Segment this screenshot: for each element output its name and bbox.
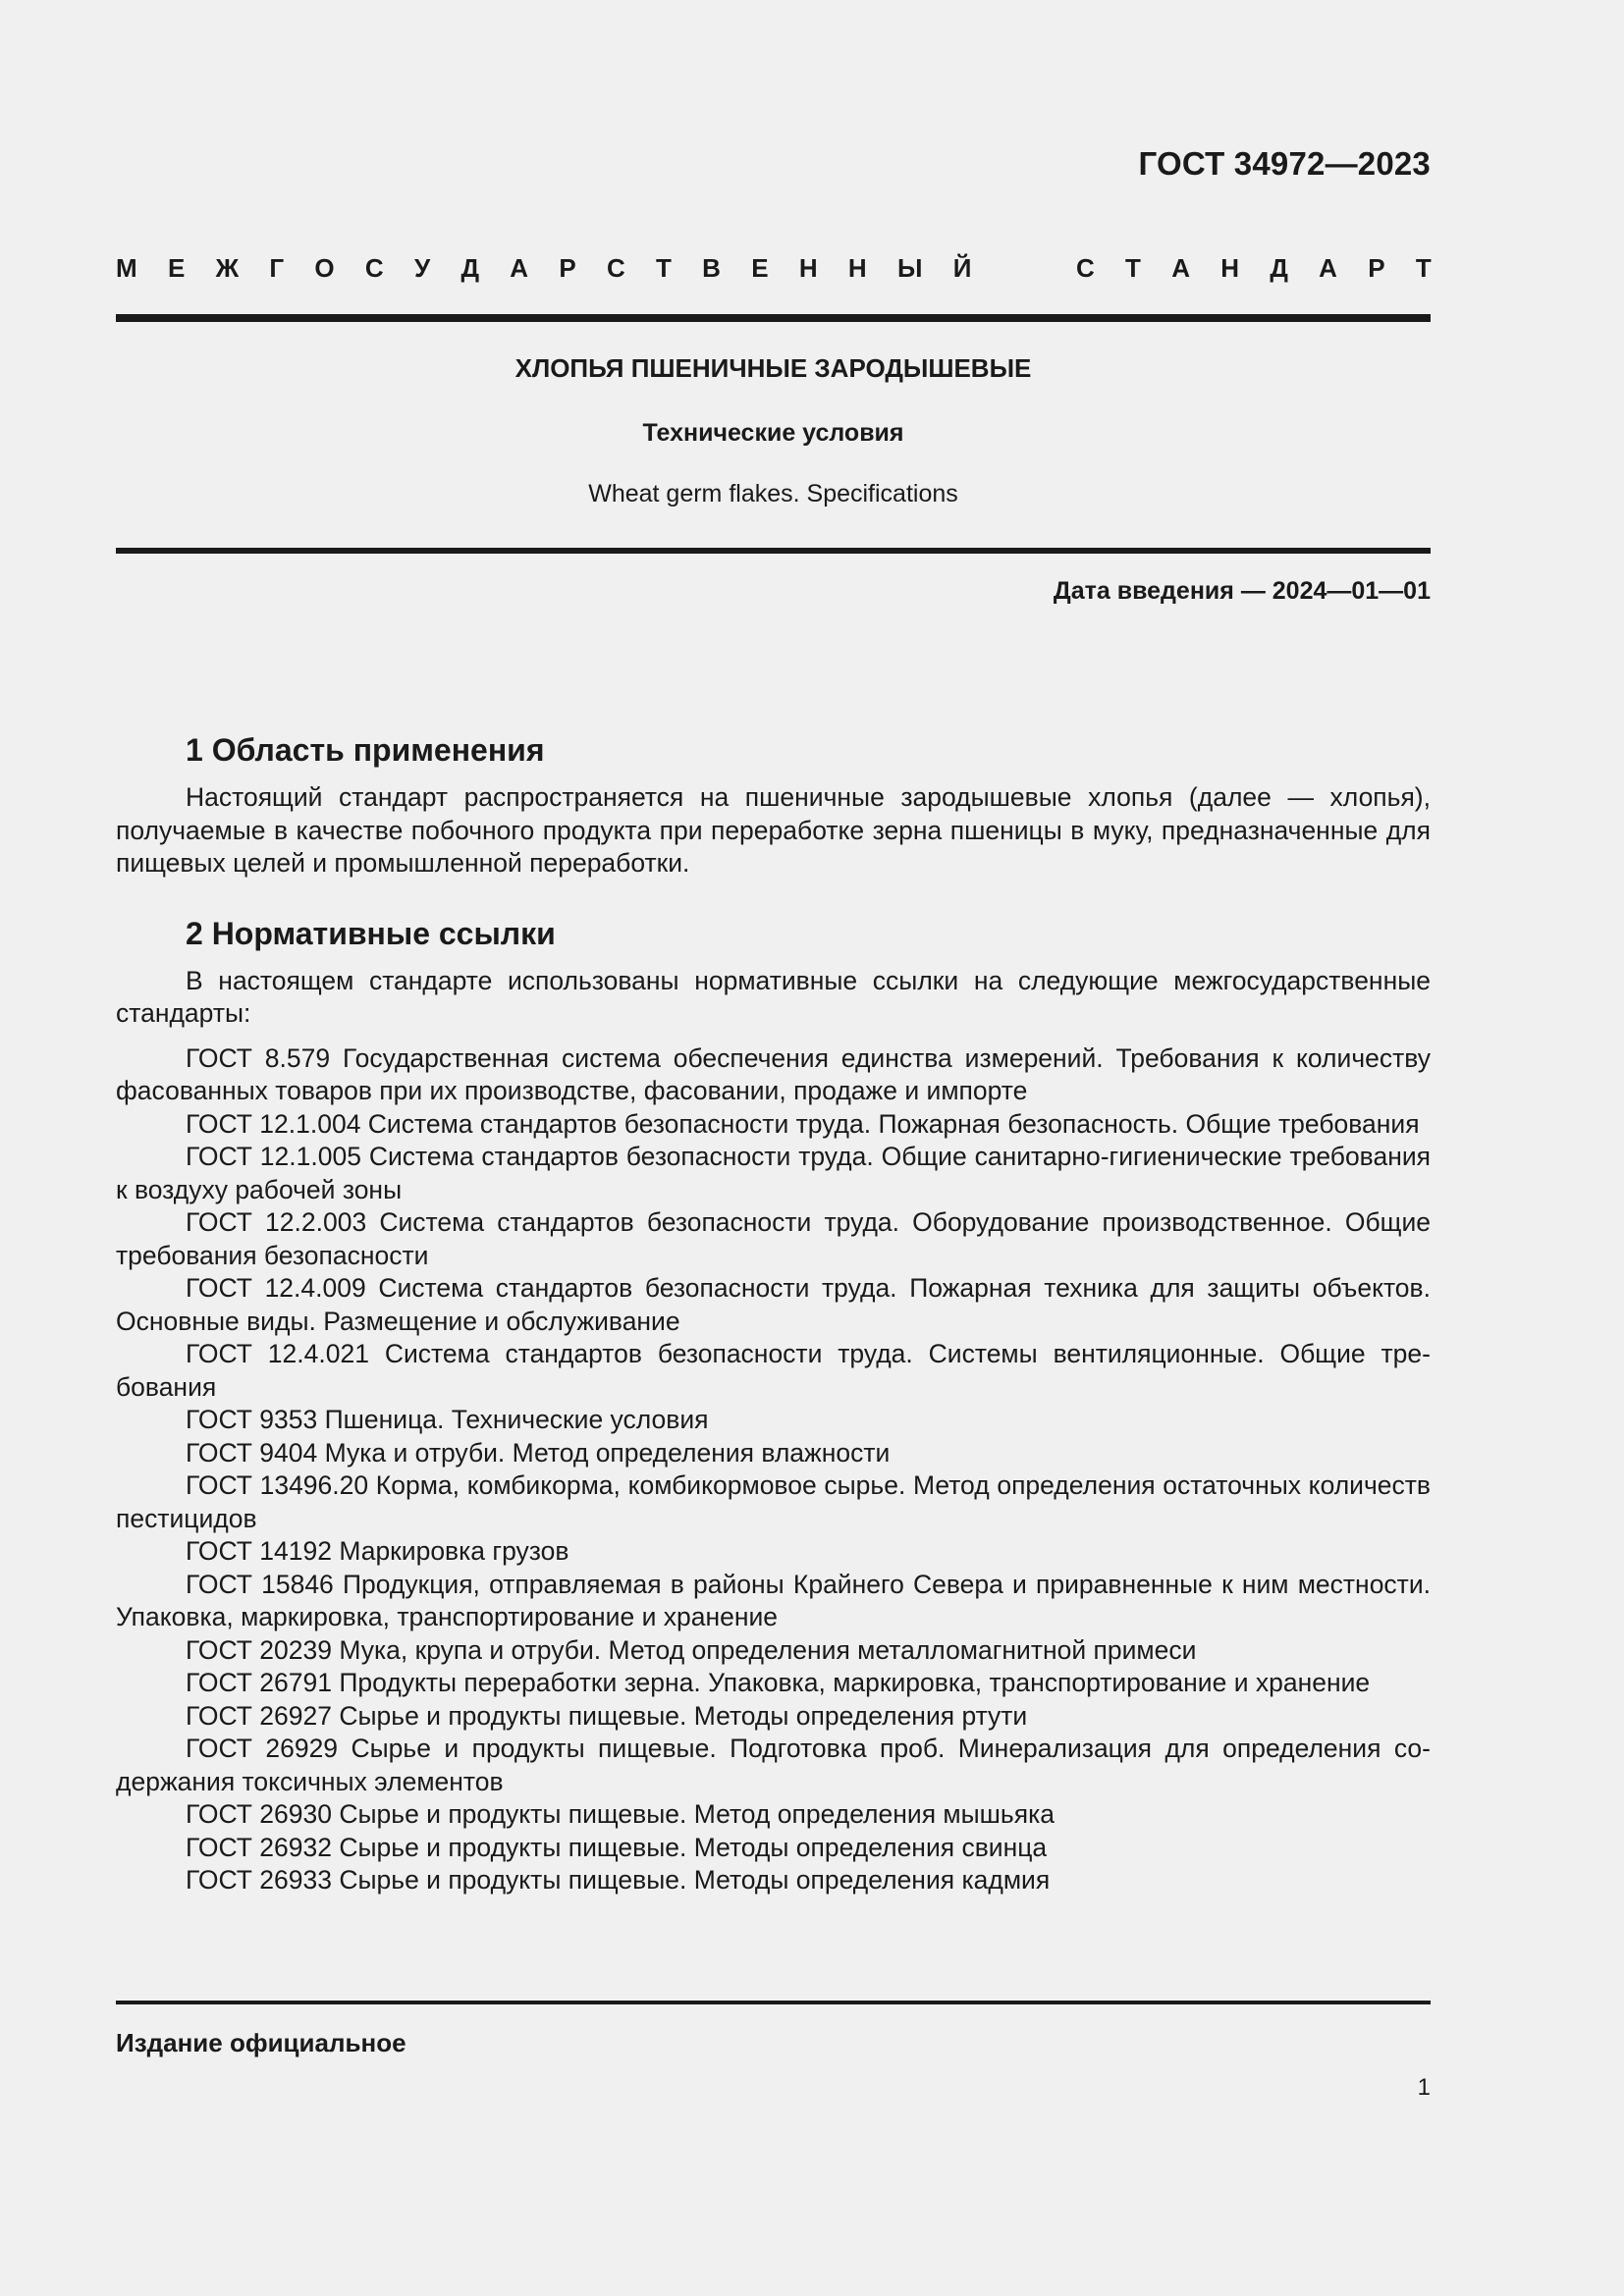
banner-letter: Т xyxy=(656,253,672,283)
reference-item: ГОСТ 12.4.009 Система стандартов безопасности труда. Пожарная техника для защиты объектов. Основные виды. Размещение и обслуживание xyxy=(116,1273,1431,1336)
banner-letter: Ы xyxy=(896,253,923,283)
reference-item: ГОСТ 26930 Сырье и продукты пищевые. Метод определения мышьяка xyxy=(186,1799,1056,1829)
scope-paragraph: Настоящий стандарт распространяется на пшеничные зародышевые хлопья (далее — хлопья), получаемые в качестве побочного продукта при переработке зерна пшеницы в муку, предназначенные для пищевых целей и промышленной переработки. xyxy=(116,782,1431,878)
reference-item: ГОСТ 26929 Сырье и продукты пищевые. Подготовка проб. Минерализация для определения содержания токсичных элементов xyxy=(116,1734,1431,1796)
document-subtitle: Технические условия xyxy=(642,419,904,447)
introduction-date: Дата введения — 2024—01—01 xyxy=(1053,577,1431,605)
title-divider xyxy=(116,548,1431,554)
gost-number: ГОСТ 34972—2023 xyxy=(1138,145,1431,182)
page-number: 1 xyxy=(1417,2074,1431,2101)
reference-item: ГОСТ 26927 Сырье и продукты пищевые. Методы определения ртути xyxy=(186,1700,1028,1731)
banner-letter: Й xyxy=(952,253,972,283)
banner-letter: А xyxy=(510,253,529,283)
banner-letter: Д xyxy=(460,253,479,283)
banner-letter: Р xyxy=(559,253,576,283)
banner-letter: У xyxy=(413,253,431,283)
section-heading-normative-references: 2 Нормативные ссылки xyxy=(186,915,556,951)
references-intro-paragraph: В настоящем стандарте использованы нормативные ссылки на следующие межгосударственные стандарты: xyxy=(116,965,1431,1028)
reference-item: ГОСТ 8.579 Государственная система обеспечения единства измерений. Требования к количеству фасованных товаров при их производстве, фасовании, продаже и импорте xyxy=(116,1042,1431,1105)
banner-letter: Ж xyxy=(215,253,240,283)
banner-word-gap xyxy=(1002,253,1046,283)
banner-letter: А xyxy=(1171,253,1190,283)
banner-letter: С xyxy=(1075,253,1095,283)
reference-item: ГОСТ 13496.20 Корма, комбикорма, комбикормовое сырье. Метод определения остаточных количеств пестицидов xyxy=(116,1470,1431,1533)
banner-letter: Д xyxy=(1270,253,1288,283)
document-title-english: Wheat germ flakes. Specifications xyxy=(588,480,958,507)
reference-item: ГОСТ 15846 Продукция, отправляемая в районы Крайнего Севера и приравненные к ним местности. Упаковка, маркировка, транспортирование и хранение xyxy=(116,1569,1431,1631)
header-divider xyxy=(116,314,1431,322)
reference-item: ГОСТ 20239 Мука, крупа и отруби. Метод определения металломагнитной примеси xyxy=(186,1634,1197,1665)
document-title: ХЛОПЬЯ ПШЕНИЧНЫЕ ЗАРОДЫШЕВЫЕ xyxy=(514,353,1032,383)
banner-letter: Е xyxy=(167,253,186,283)
footer-divider xyxy=(116,2001,1431,2004)
reference-item: ГОСТ 26932 Сырье и продукты пищевые. Методы определения свинца xyxy=(186,1832,1048,1862)
banner-letter: Т xyxy=(1415,253,1432,283)
reference-item: ГОСТ 12.1.005 Система стандартов безопасности труда. Общие санитарно-гигиенические требования к воздуху рабочей зоны xyxy=(116,1142,1431,1204)
banner-letter: С xyxy=(606,253,625,283)
reference-item: ГОСТ 26791 Продукты переработки зерна. Упаковка, маркировка, транспортирование и хранение xyxy=(186,1668,1371,1697)
banner-letter: Е xyxy=(751,253,769,283)
reference-item: ГОСТ 9404 Мука и отруби. Метод определения влажности xyxy=(186,1437,891,1468)
banner-letter: Н xyxy=(847,253,867,283)
reference-item: ГОСТ 12.2.003 Система стандартов безопасности труда. Оборудование производственное. Общие требования безопасности xyxy=(116,1207,1431,1270)
reference-list xyxy=(116,1042,1431,1897)
banner-letter: Г xyxy=(269,253,285,283)
banner-letter: Н xyxy=(798,253,818,283)
reference-item: ГОСТ 14192 Маркировка грузов xyxy=(186,1536,569,1566)
reference-item: ГОСТ 26933 Сырье и продукты пищевые. Методы определения кадмия xyxy=(186,1865,1051,1895)
section-heading-scope: 1 Область применения xyxy=(186,732,545,768)
reference-item: ГОСТ 12.4.021 Система стандартов безопасности труда. Системы вентиляционные. Общие требования xyxy=(116,1339,1431,1402)
banner-letter: А xyxy=(1319,253,1337,283)
official-edition-label: Издание официальное xyxy=(116,2028,406,2057)
banner-letter: С xyxy=(364,253,384,283)
banner-letter: Р xyxy=(1368,253,1385,283)
document-body xyxy=(116,730,1431,1897)
banner-letter: М xyxy=(116,253,137,283)
reference-item: ГОСТ 12.1.004 Система стандартов безопасности труда. Пожарная безопасность. Общие требования xyxy=(186,1108,1420,1139)
banner-letter: Т xyxy=(1125,253,1141,283)
banner-letter: О xyxy=(314,253,335,283)
reference-item: ГОСТ 9353 Пшеница. Технические условия xyxy=(186,1405,709,1434)
banner-letter: Н xyxy=(1220,253,1240,283)
interstate-standard-banner xyxy=(116,253,1432,283)
banner-letter: В xyxy=(702,253,721,283)
